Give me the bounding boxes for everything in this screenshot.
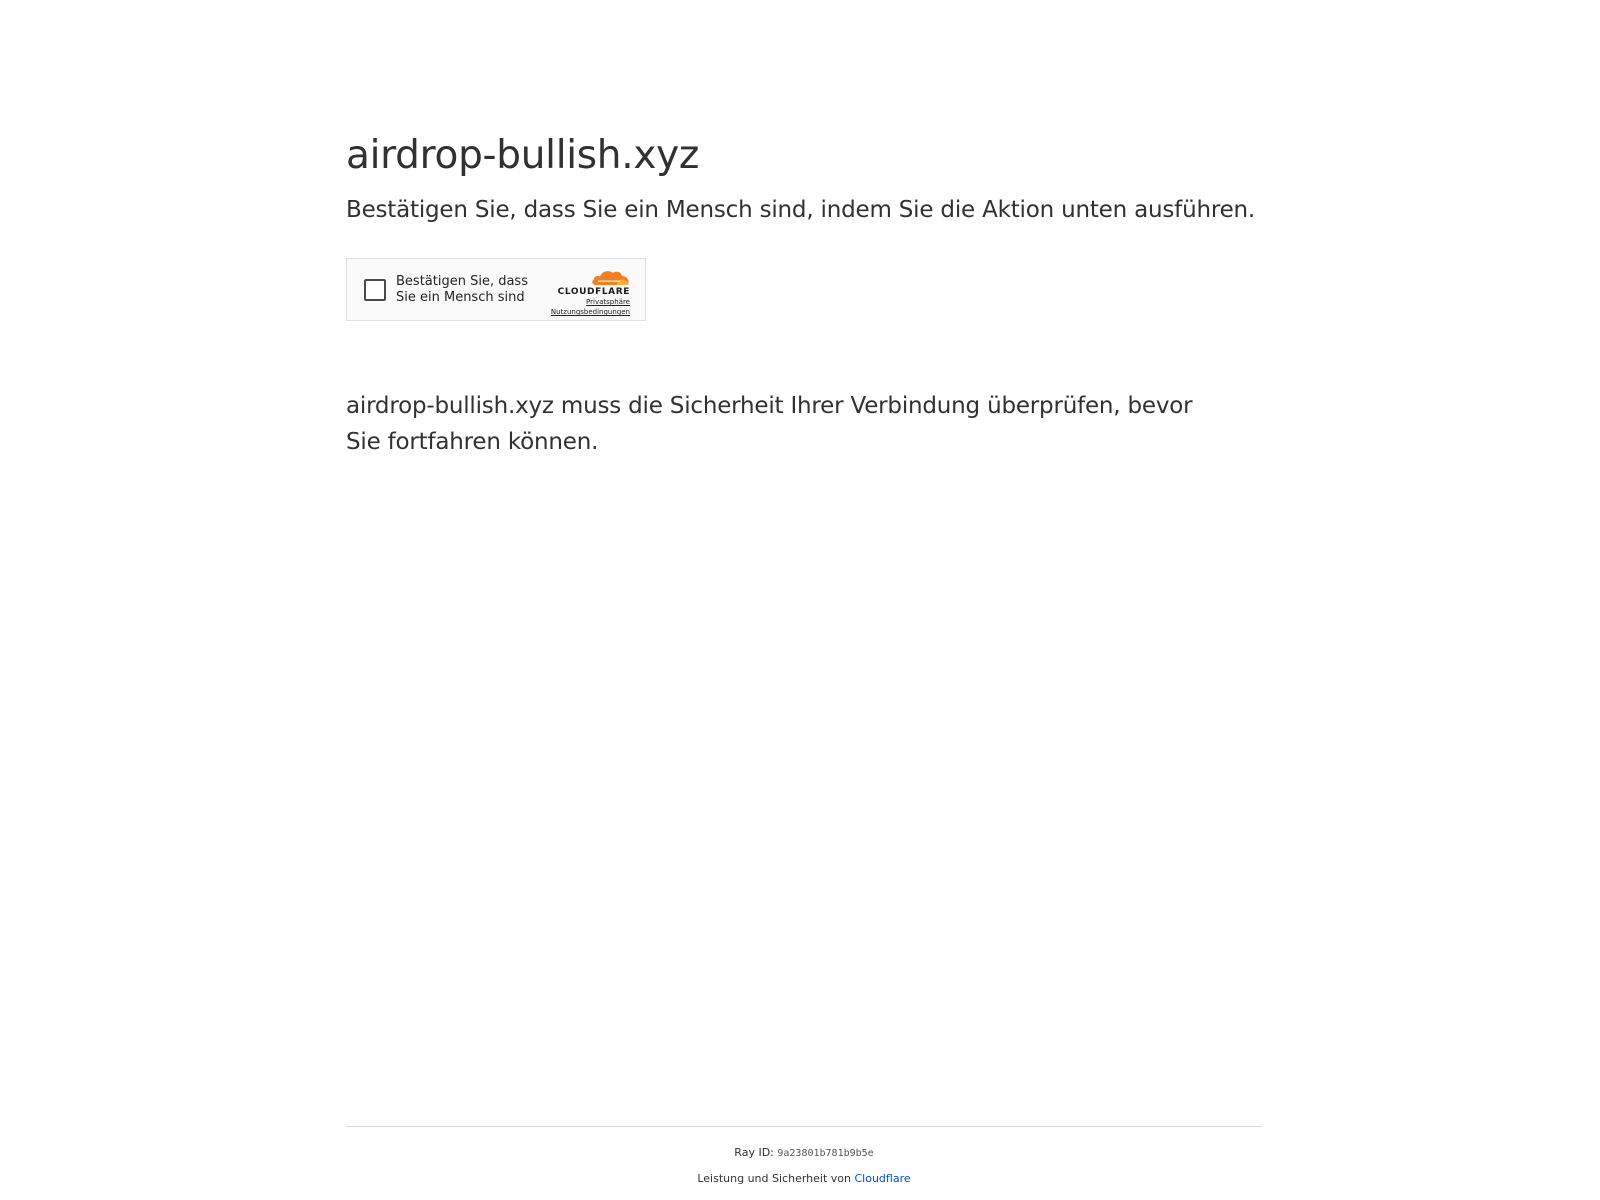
performance-text: Leistung und Sicherheit von [697,1172,851,1185]
security-message: airdrop-bullish.xyz muss die Sicherheit Ihrer Verbindung überprüfen, bevor Sie fortfahren können. [346,393,1193,455]
cloudflare-wordmark: CLOUDFLARE [557,287,630,297]
header [346,130,1266,226]
site-title: airdrop-bullish.xyz [346,133,700,178]
ray-id-line [346,1146,1262,1161]
subtitle: Bestätigen Sie, dass Sie ein Mensch sind, indem Sie die Aktion unten ausführen. [346,197,1256,223]
turnstile-widget [346,258,646,321]
human-verification-checkbox[interactable] [364,279,386,301]
performance-line [346,1172,1262,1186]
cloudflare-footer-link[interactable]: Cloudflare [854,1172,911,1185]
ray-id-label: Ray ID: [734,1146,774,1159]
checkbox-label: Bestätigen Sie, dass Sie ein Mensch sind [396,274,528,305]
cloudflare-brand [540,265,630,317]
privacy-link[interactable]: Privatsphäre [586,298,630,306]
terms-link[interactable]: Nutzungsbedingungen [550,308,630,316]
footer-divider [346,1126,1262,1127]
ray-id-value: 9a23801b781b9b5e [777,1148,874,1159]
cloudflare-cloud-icon [590,265,630,287]
